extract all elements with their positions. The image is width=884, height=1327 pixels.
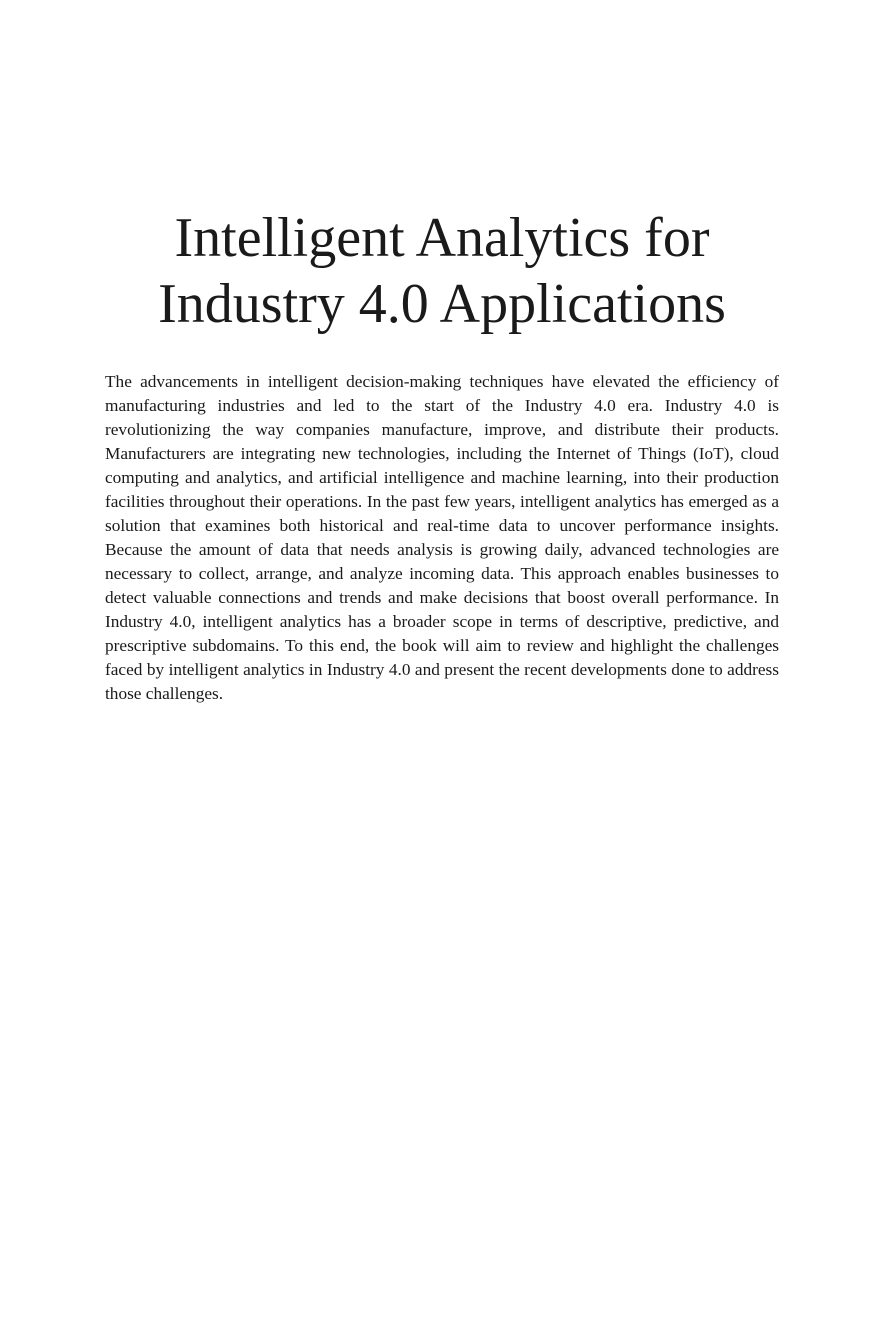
book-description: The advancements in intelligent decision-making techniques have elevated the efficiency of manufacturing industries and led to the start of the Industry 4.0 era. Industry 4.0 is revolutionizing the way companies manufacture, improve, and distribute their products. Manufacturers are integrating new technologies, including the Internet of Things (IoT), cloud computing and analytics, and artificial intelligence and machine learning, into their production facilities throughout their operations. In the past few years, intelligent analytics has emerged as a solution that examines both historical and real-time data to uncover performance insights. Because the amount of data that needs analysis is growing daily, advanced technologies are necessary to collect, arrange, and analyze incoming data. This approach enables businesses to detect valuable connections and trends and make decisions that boost overall performance. In Industry 4.0, intelligent analytics has a broader scope in terms of descriptive, predictive, and prescriptive subdomains. To this end, the book will aim to review and highlight the challenges faced by intelligent analytics in Industry 4.0 and present the recent developments done to address those challenges. <box>105 372 779 703</box>
book-title <box>0 205 884 337</box>
book-title-line-1: Intelligent Analytics for <box>174 207 710 269</box>
book-title-line-2: Industry 4.0 Applications <box>158 273 726 335</box>
